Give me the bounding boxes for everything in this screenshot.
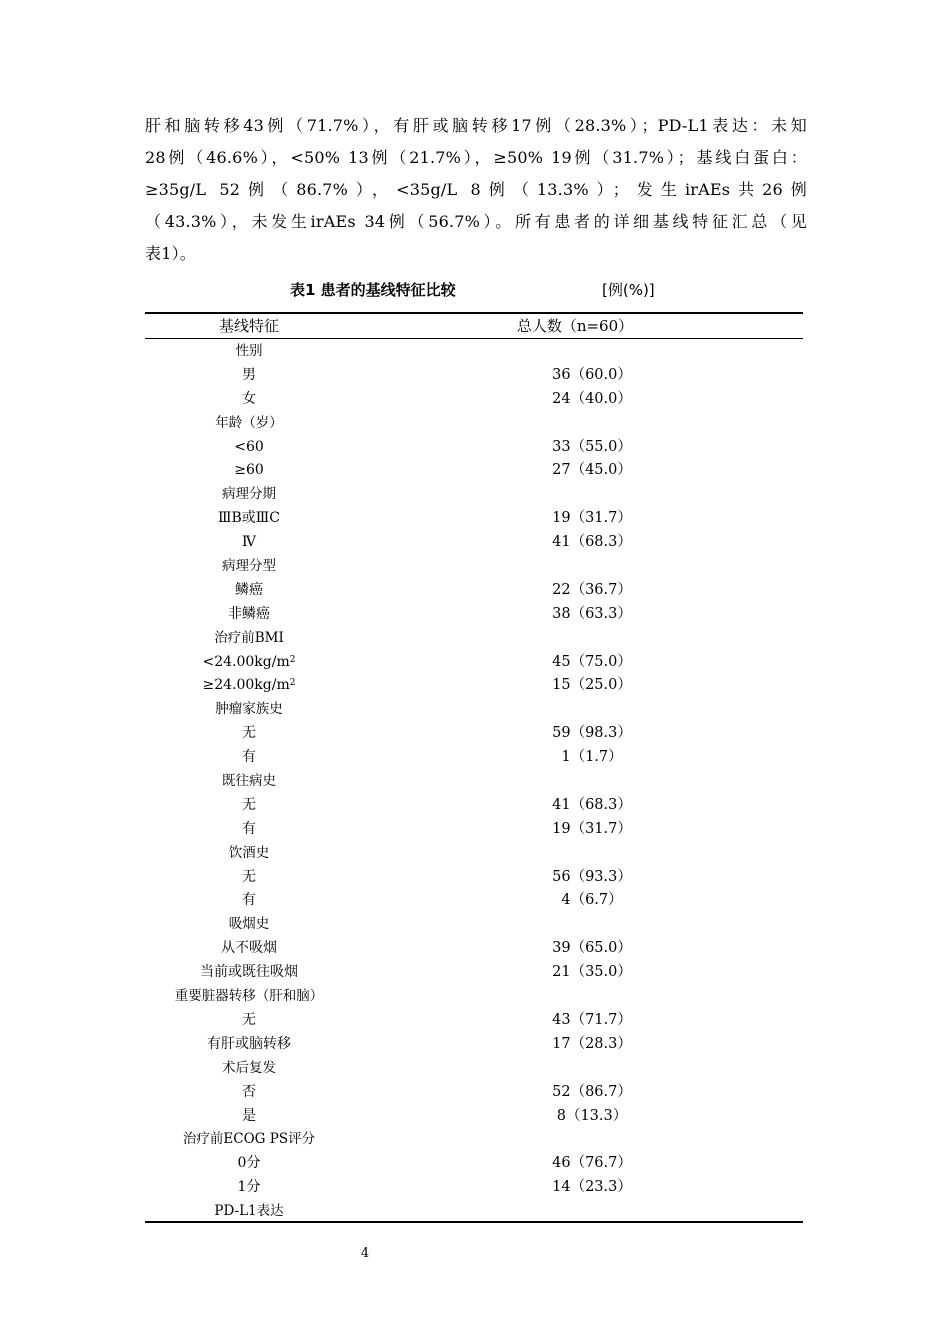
row-label-text: ≥24.00kg/m [202, 677, 290, 694]
row-item-label [145, 1081, 353, 1105]
row-category-label [145, 913, 353, 937]
row-value: 1（1.7） [561, 749, 623, 766]
paragraph-line: （43.3%），未发生irAEs 34例（56.7%）。所有患者的详细基线特征汇总（见 [145, 212, 807, 231]
body-paragraph [145, 110, 807, 270]
row-item-label [145, 794, 353, 818]
row-label-text: 有 [242, 892, 256, 909]
row-category-label [145, 412, 353, 436]
table-row [145, 388, 803, 412]
table-row [145, 818, 803, 842]
row-label-text: ⅢB或ⅢC [217, 510, 280, 527]
table-row [145, 842, 803, 866]
row-value: 39（65.0） [552, 940, 632, 957]
table-row [145, 412, 803, 436]
table-row [145, 1081, 803, 1105]
row-value: 46（76.7） [552, 1155, 632, 1172]
table-row [145, 436, 803, 460]
table-row [145, 985, 803, 1009]
table-row [145, 866, 803, 890]
table-header-rule [145, 338, 803, 339]
unit-superscript: 2 [289, 654, 296, 665]
page-number: 4 [360, 1246, 370, 1261]
row-label-text: 病理分期 [222, 486, 276, 503]
row-value: 14（23.3） [552, 1179, 632, 1196]
row-label-text: 鳞癌 [235, 581, 263, 598]
row-item-label [145, 818, 353, 842]
row-label-text: 男 [242, 366, 256, 383]
table-unit: [例(%)] [602, 281, 655, 299]
row-item-label [145, 1176, 353, 1200]
row-label-text: 有 [242, 820, 256, 837]
row-item-label [145, 722, 353, 746]
table-row [145, 1105, 803, 1129]
row-item-label [145, 961, 353, 985]
row-value: 43（71.7） [552, 1011, 632, 1028]
table-row [145, 507, 803, 531]
table-body [145, 340, 803, 1224]
table-row [145, 579, 803, 603]
row-label-text: 年龄（岁） [215, 414, 283, 431]
row-item-label [145, 651, 353, 675]
table-row [145, 770, 803, 794]
row-category-label [145, 770, 353, 794]
row-category-label [145, 627, 353, 651]
row-value: 36（60.0） [552, 366, 632, 383]
row-item-label [145, 364, 353, 388]
row-value: 8（13.3） [556, 1107, 628, 1124]
table-row [145, 1009, 803, 1033]
row-label-text: 治疗前BMI [214, 629, 284, 646]
table-row [145, 1152, 803, 1176]
row-label-text: 既往病史 [222, 773, 276, 790]
table-row [145, 555, 803, 579]
row-value: 41（68.3） [552, 796, 632, 813]
row-value: 59（98.3） [552, 725, 632, 742]
row-label-text: 非鳞癌 [228, 605, 270, 622]
row-label-text: 无 [242, 796, 256, 813]
row-category-label [145, 555, 353, 579]
row-label-text: 否 [242, 1083, 256, 1100]
row-value: 19（31.7） [552, 820, 632, 837]
paragraph-line: 肝和脑转移43例（71.7%），有肝或脑转移17例（28.3%）；PD-L1表达：未知 [145, 116, 807, 135]
table-row [145, 913, 803, 937]
table-row [145, 340, 803, 364]
row-label-text: 吸烟史 [228, 916, 270, 933]
paragraph-line: 表1）。 [145, 244, 196, 263]
table-row [145, 1033, 803, 1057]
row-label-text: 重要脏器转移（肝和脑） [174, 988, 324, 1005]
table-row [145, 627, 803, 651]
row-label-text: 0分 [237, 1155, 261, 1172]
row-item-label [145, 866, 353, 890]
row-label-text: 女 [242, 390, 256, 407]
row-category-label [145, 483, 353, 507]
table-row [145, 937, 803, 961]
row-label-text: 治疗前ECOG PS评分 [182, 1131, 316, 1148]
row-item-label [145, 889, 353, 913]
row-label-text: 无 [242, 1011, 256, 1028]
table-row [145, 722, 803, 746]
row-item-label [145, 531, 353, 555]
row-label-text: 是 [242, 1107, 256, 1124]
table-caption: 表1 患者的基线特征比较 [290, 281, 456, 299]
row-category-label [145, 1128, 353, 1152]
row-label-text: 有肝或脑转移 [207, 1035, 291, 1052]
table-row [145, 531, 803, 555]
row-value: 41（68.3） [552, 534, 632, 551]
row-value: 15（25.0） [552, 677, 632, 694]
unit-superscript: 2 [289, 678, 296, 689]
row-value: 45（75.0） [552, 653, 632, 670]
row-value: 22（36.7） [552, 581, 632, 598]
table-row [145, 1176, 803, 1200]
table-row [145, 674, 803, 698]
row-value: 4（6.7） [561, 892, 623, 909]
row-label-text: 有 [242, 749, 256, 766]
row-label-text: Ⅳ [242, 534, 256, 551]
row-category-label [145, 340, 353, 364]
row-item-label [145, 603, 353, 627]
row-label-text: 无 [242, 868, 256, 885]
table-row [145, 746, 803, 770]
row-category-label [145, 842, 353, 866]
row-value: 24（40.0） [552, 390, 632, 407]
row-label-text: 无 [242, 725, 256, 742]
table-row [145, 698, 803, 722]
table-header-total: 总人数（n=60） [516, 317, 634, 335]
row-item-label [145, 459, 353, 483]
row-item-label [145, 388, 353, 412]
row-item-label [145, 436, 353, 460]
table-row [145, 364, 803, 388]
row-value: 27（45.0） [552, 462, 632, 479]
table-row [145, 651, 803, 675]
paragraph-line: ≥35g/L 52例（86.7%），<35g/L 8例（13.3%）；发生irAEs共26例 [145, 180, 807, 199]
row-item-label [145, 674, 353, 698]
table-bottom-rule [145, 1221, 803, 1223]
table-row [145, 794, 803, 818]
table-row [145, 1128, 803, 1152]
row-value: 56（93.3） [552, 868, 632, 885]
row-item-label [145, 1009, 353, 1033]
row-label-text: PD-L1表达 [214, 1203, 284, 1220]
row-item-label [145, 1105, 353, 1129]
row-value: 38（63.3） [552, 605, 632, 622]
row-item-label [145, 1152, 353, 1176]
table-row [145, 889, 803, 913]
table-row [145, 961, 803, 985]
row-value: 33（55.0） [552, 438, 632, 455]
row-item-label [145, 937, 353, 961]
row-label-text: 当前或既往吸烟 [200, 964, 298, 981]
row-value: 21（35.0） [552, 964, 632, 981]
row-label-text: 1分 [237, 1179, 261, 1196]
row-item-label [145, 507, 353, 531]
table-row [145, 459, 803, 483]
row-label-text: <24.00kg/m [202, 653, 290, 670]
table-row [145, 603, 803, 627]
paragraph-line: 28例（46.6%），<50% 13例（21.7%），≥50% 19例（31.7%）；基线白蛋白： [145, 148, 807, 167]
row-value: 17（28.3） [552, 1035, 632, 1052]
row-item-label [145, 746, 353, 770]
table-header-feature: 基线特征 [218, 317, 279, 335]
row-label-text: 性别 [235, 343, 263, 359]
row-category-label [145, 698, 353, 722]
row-item-label [145, 579, 353, 603]
row-category-label [145, 985, 353, 1009]
row-label-text: 从不吸烟 [221, 940, 277, 957]
table-row [145, 483, 803, 507]
row-label-text: ≥60 [234, 462, 264, 479]
row-label-text: 术后复发 [222, 1059, 276, 1076]
row-label-text: 病理分型 [222, 558, 276, 575]
table-row [145, 1057, 803, 1081]
row-value: 19（31.7） [552, 510, 632, 527]
row-item-label [145, 1033, 353, 1057]
row-value: 52（86.7） [552, 1083, 632, 1100]
row-label-text: 肿瘤家族史 [215, 701, 283, 718]
row-label-text: 饮酒史 [228, 844, 270, 861]
row-category-label [145, 1057, 353, 1081]
row-label-text: <60 [234, 438, 264, 455]
